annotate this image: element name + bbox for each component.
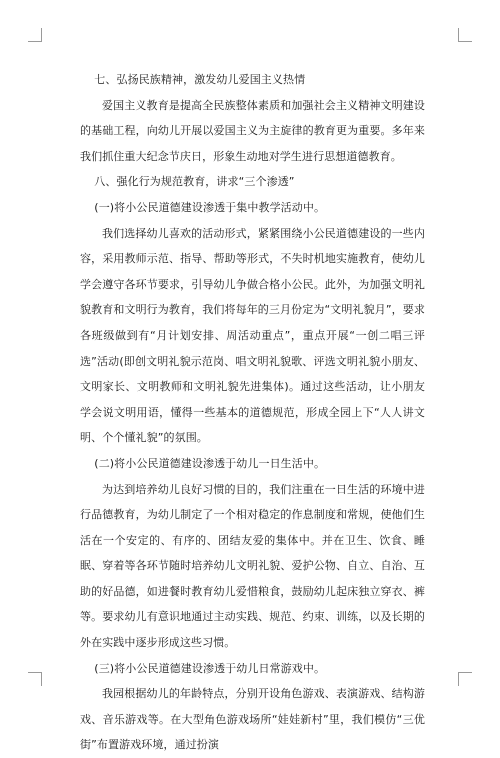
section-heading: 七、弘扬民族精神，激发幼儿爱国主义热情 [94,73,306,86]
document-body [80,67,425,758]
subsection-heading: (三)将小公民道德建设渗透于幼儿日常游戏中。 [94,661,326,675]
crop-mark-top-right [458,41,472,42]
subsection-heading: (一)将小公民道德建设渗透于集中教学活动中。 [94,200,326,214]
crop-mark-top-left [28,41,42,42]
crop-mark-bottom-right [458,672,459,686]
crop-mark-bottom-left [41,672,42,686]
crop-mark-bottom-right [458,672,472,673]
crop-mark-top-right [458,28,459,42]
body-paragraph: 为达到培养幼儿良好习惯的目的，我们注重在一日生活的环境中进行品德教育，为幼儿制定了一个相对稳定的作息制度和常规，使他们生活在一个安定的、有序的、团结友爱的集体中。并在卫生、饮食、睡眠、穿着等各环节随时培养幼儿文明礼貌、爱护公物、自立、自治、互助的好品德，如进餐时教育幼儿爱惜粮食，鼓励幼儿起床独立穿衣、裤等。要求幼儿有意识地通过主动实践、规范、约束、训练，以及长期的外在实践中逐步形成这些习惯。 [80,482,425,650]
crop-mark-bottom-left [28,672,42,673]
crop-mark-top-left [41,28,42,42]
subsection-heading: (二)将小公民道德建设渗透于幼儿一日生活中。 [94,456,326,470]
body-paragraph: 我们选择幼儿喜欢的活动形式，紧紧围绕小公民道德建设的一些内容，采用教师示范、指导、帮助等形式，不失时机地实施教育，使幼儿学会遵守各环节要求，引导幼儿争做合格小公民。此外，为加强文明礼貌教育和文明行为教育，我们将每年的三月份定为“文明礼貌月”，要求各班级做到有“月计划安排、周活动重点”，重点开展“一创二唱三评选”活动(即创文明礼貌示范岗、唱文明礼貌歌、评选文明礼貌小朋友、文明家长、文明教师和文明礼貌先进集体)。通过这些活动，让小朋友学会说文明用语，懂得一些基本的道德规范，形成全园上下“人人讲文明、个个懂礼貌”的氛围。 [80,226,425,445]
body-paragraph: 我园根据幼儿的年龄特点，分别开设角色游戏、表演游戏、结构游戏、音乐游戏等。在大型角色游戏场所“娃娃新村”里，我们模仿“三优街”布置游戏环境，通过扮演 [80,687,425,752]
section-heading: 八、强化行为规范教育，讲求“三个渗透” [94,175,295,189]
body-paragraph: 爱国主义教育是提高全民族整体素质和加强社会主义精神文明建设的基础工程，向幼儿开展以爱国主义为主旋律的教育更为重要。多年来我们抓住重大纪念节庆日，形象生动地对学生进行思想道德教育。 [80,98,425,163]
